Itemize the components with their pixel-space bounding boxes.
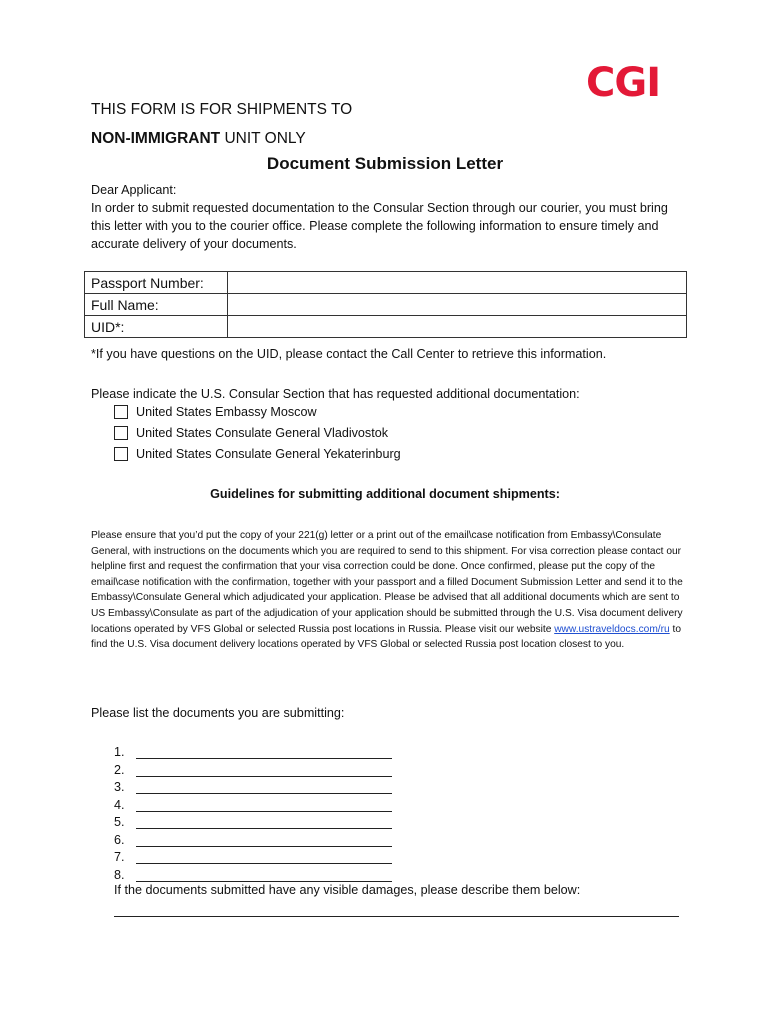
consular-question: Please indicate the U.S. Consular Section that has requested additional documentation:: [91, 387, 580, 401]
table-row: [85, 294, 687, 316]
document-entry-line[interactable]: [136, 833, 392, 847]
item-number: 7.: [114, 850, 125, 864]
damages-prompt: If the documents submitted have any visible damages, please describe them below:: [114, 883, 581, 897]
header-line-1: THIS FORM IS FOR SHIPMENTS TO: [91, 101, 353, 118]
applicant-info-table: [84, 271, 687, 338]
passport-number-field[interactable]: [228, 272, 687, 294]
guidelines-text: [91, 528, 691, 653]
cgi-logo: CGI: [586, 60, 661, 106]
header-bold-text: NON-IMMIGRANT: [91, 130, 221, 147]
item-number: 8.: [114, 868, 125, 882]
documents-prompt: Please list the documents you are submitting:: [91, 706, 345, 720]
table-row: [85, 272, 687, 294]
list-item: [114, 850, 392, 864]
document-entry-line[interactable]: [136, 868, 392, 882]
list-item: [114, 745, 392, 759]
document-entry-line[interactable]: [136, 780, 392, 794]
option-consulate-yekaterinburg[interactable]: [114, 447, 401, 461]
list-item: [114, 815, 392, 829]
intro-text: [91, 181, 671, 253]
item-number: 3.: [114, 780, 125, 794]
uid-field[interactable]: [228, 316, 687, 338]
document-entry-line[interactable]: [136, 815, 392, 829]
document-entry-line[interactable]: [136, 850, 392, 864]
document-entry-line[interactable]: [136, 763, 392, 777]
guidelines-title: Guidelines for submitting additional document shipments:: [210, 487, 560, 501]
page-title: Document Submission Letter: [266, 154, 504, 173]
header-rest-text: UNIT ONLY: [220, 130, 306, 147]
option-consulate-vladivostok[interactable]: [114, 426, 388, 440]
list-item: [114, 780, 392, 794]
option-label: United States Embassy Moscow: [136, 405, 317, 419]
uid-label: UID*:: [85, 316, 228, 338]
intro-body: In order to submit requested documentation to the Consular Section through our courier, you must bring this letter with you to the courier office. Please complete the following information to ensure timely and accurate delivery of your documents.: [91, 201, 668, 251]
option-label: United States Consulate General Vladivostok: [136, 426, 389, 440]
item-number: 1.: [114, 745, 125, 759]
item-number: 2.: [114, 763, 125, 777]
item-number: 4.: [114, 798, 125, 812]
guidelines-body-end: to find the U.S. Visa document delivery locations operated by VFS Global or selected Russia post location closest to you.: [91, 623, 682, 651]
damages-entry-line[interactable]: [114, 916, 679, 917]
table-row: [85, 316, 687, 338]
list-item: [114, 798, 392, 812]
uid-note: *If you have questions on the UID, please contact the Call Center to retrieve this information.: [91, 347, 607, 361]
passport-number-label: Passport Number:: [85, 272, 228, 294]
greeting: Dear Applicant:: [91, 183, 177, 197]
full-name-label: Full Name:: [85, 294, 228, 316]
full-name-field[interactable]: [228, 294, 687, 316]
item-number: 6.: [114, 833, 125, 847]
list-item: [114, 833, 392, 847]
item-number: 5.: [114, 815, 125, 829]
option-label: United States Consulate General Yekaterinburg: [136, 447, 401, 461]
header-line-2: [91, 130, 306, 148]
guidelines-body: Please ensure that you’d put the copy of your 221(g) letter or a print out of the email\case notification from Embassy\Consulate General, with instructions on the documents which you are required to send to this shipment. For visa correction please contact our helpline first and request the confirmation that your visa correction could be done. Once confirmed, please put the copy of the email\case notification with the confirmation, together with your passport and a filled Document Submission Letter and send it to the Embassy\Consulate General which adjudicated your application. Please be advised that all additional documents which are sent to US Embassy\Consulate as part of the adjudication of your application should be submitted through the U.S. Visa document delivery locations operated by VFS Global or selected Russia post locations in Russia. Please visit our website: [91, 530, 683, 635]
checkbox-icon[interactable]: [114, 447, 128, 461]
list-item: [114, 868, 392, 882]
website-link[interactable]: www.ustraveldocs.com/ru: [554, 623, 670, 635]
checkbox-icon[interactable]: [114, 405, 128, 419]
checkbox-icon[interactable]: [114, 426, 128, 440]
list-item: [114, 763, 392, 777]
document-entry-line[interactable]: [136, 745, 392, 759]
document-entry-line[interactable]: [136, 798, 392, 812]
option-embassy-moscow[interactable]: [114, 405, 317, 419]
